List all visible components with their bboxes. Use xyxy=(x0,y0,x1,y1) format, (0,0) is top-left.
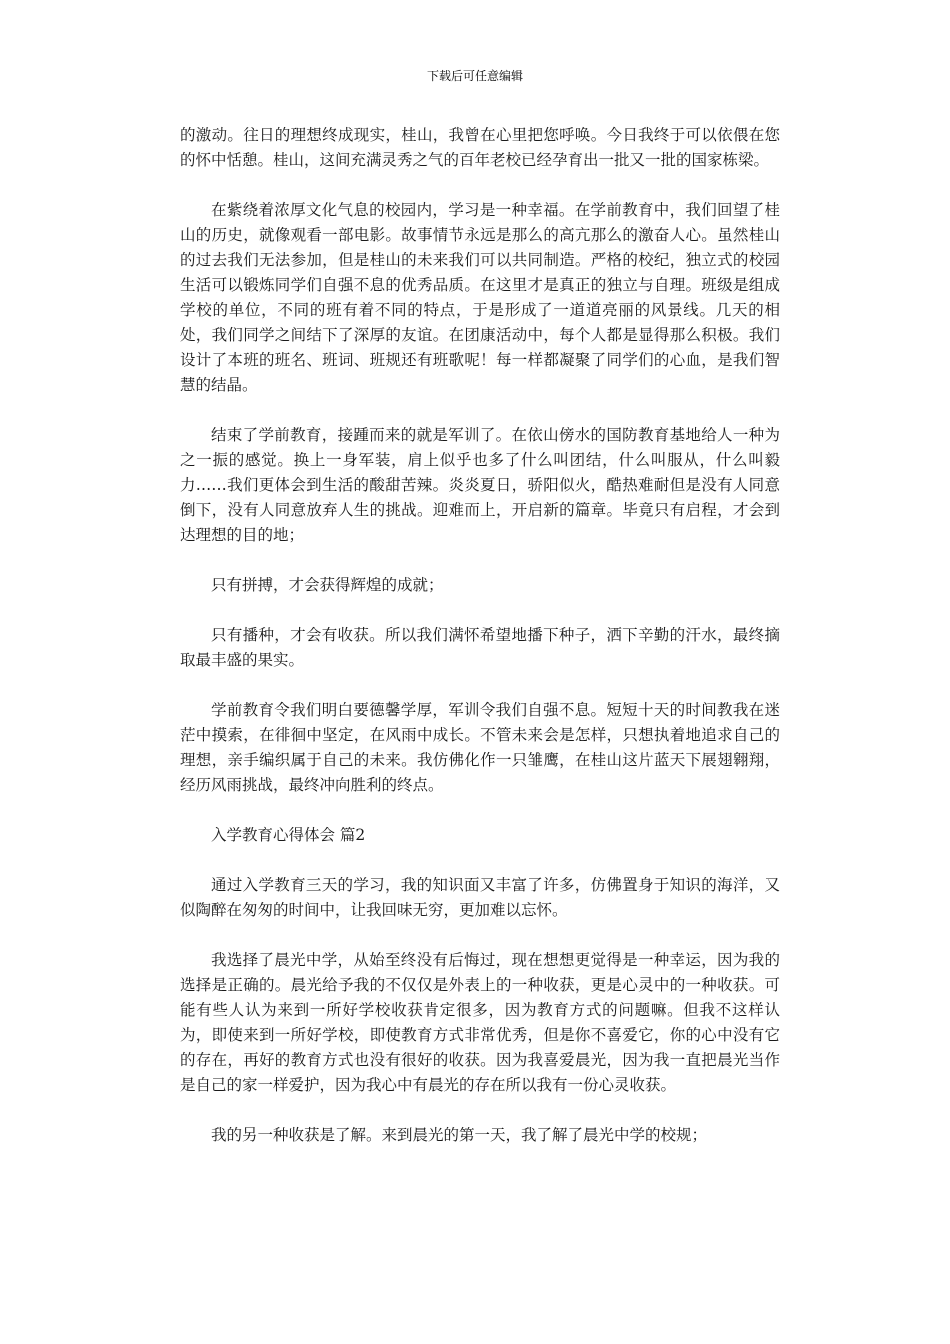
paragraph: 我的另一种收获是了解。来到晨光的第一天，我了解了晨光中学的校规； xyxy=(211,1126,708,1144)
page-header-note: 下载后可任意编辑 xyxy=(426,69,523,83)
paragraph: 只有拼搏，才会获得辉煌的成就； xyxy=(211,576,444,594)
paragraph: 在紫绕着浓厚文化气息的校园内，学习是一种幸福。在学前教育中，我们回望了桂山的历史，就像观看一部电影。故事情节永远是那么的高亢那么的激奋人心。虽然桂山的过去我们无法参加，但是桂山的未来我们可以共同制造。严格的校纪，独立式的校园生活可以锻炼同学们自强不息的优秀品质。在这里才是真正的独立与自理。班级是组成学校的单位，不同的班有着不同的特点，于是形成了一道道亮丽的风景线。几天的相处，我们同学之间结下了深厚的友谊。在团康活动中，每个人都是显得那么积极。我们设计了本班的班名、班词、班规还有班歌呢！每一样都凝聚了同学们的心血，是我们智慧的结晶。 xyxy=(180,201,780,394)
paragraph: 我选择了晨光中学，从始至终没有后悔过，现在想想更觉得是一种幸运，因为我的选择是正确的。晨光给予我的不仅仅是外表上的一种收获，更是心灵中的一种收获。可能有些人认为来到一所好学校收获肯定很多，因为教育方式的问题嘛。但我不这样认为，即使来到一所好学校，即使教育方式非常优秀，但是你不喜爱它，你的心中没有它的存在，再好的教育方式也没有很好的收获。因为我喜爱晨光，因为我一直把晨光当作是自己的家一样爱护，因为我心中有晨光的存在所以我有一份心灵收获。 xyxy=(180,951,780,1094)
paragraph: 通过入学教育三天的学习，我的知识面又丰富了许多，仿佛置身于知识的海洋，又似陶醉在匆匆的时间中，让我回味无穷，更加难以忘怀。 xyxy=(180,876,780,919)
section-heading: 入学教育心得体会 篇2 xyxy=(211,826,366,844)
paragraph: 结束了学前教育，接踵而来的就是军训了。在依山傍水的国防教育基地给人一种为之一振的感觉。换上一身军装，肩上似乎也多了什么叫团结，什么叫服从，什么叫毅力……我们更体会到生活的酸甜苦辣。炎炎夏日，骄阳似火，酷热难耐但是没有人同意倒下，没有人同意放弃人生的挑战。迎难而上，开启新的篇章。毕竟只有启程，才会到达理想的目的地； xyxy=(180,426,780,544)
document-body xyxy=(180,123,780,1173)
paragraph: 只有播种，才会有收获。所以我们满怀希望地播下种子，洒下辛勤的汗水，最终摘取最丰盛的果实。 xyxy=(180,626,780,669)
paragraph: 学前教育令我们明白要德馨学厚，军训令我们自强不息。短短十天的时间教我在迷茫中摸索，在徘徊中坚定，在风雨中成长。不管未来会是怎样，只想执着地追求自己的理想，亲手编织属于自己的未来。我仿佛化作一只雏鹰，在桂山这片蓝天下展翅翱翔，经历风雨挑战，最终冲向胜利的终点。 xyxy=(180,701,780,794)
paragraph-continuation: 的激动。往日的理想终成现实，桂山，我曾在心里把您呼唤。今日我终于可以依偎在您的怀中恬憩。桂山，这间充满灵秀之气的百年老校已经孕育出一批又一批的国家栋梁。 xyxy=(180,126,780,169)
